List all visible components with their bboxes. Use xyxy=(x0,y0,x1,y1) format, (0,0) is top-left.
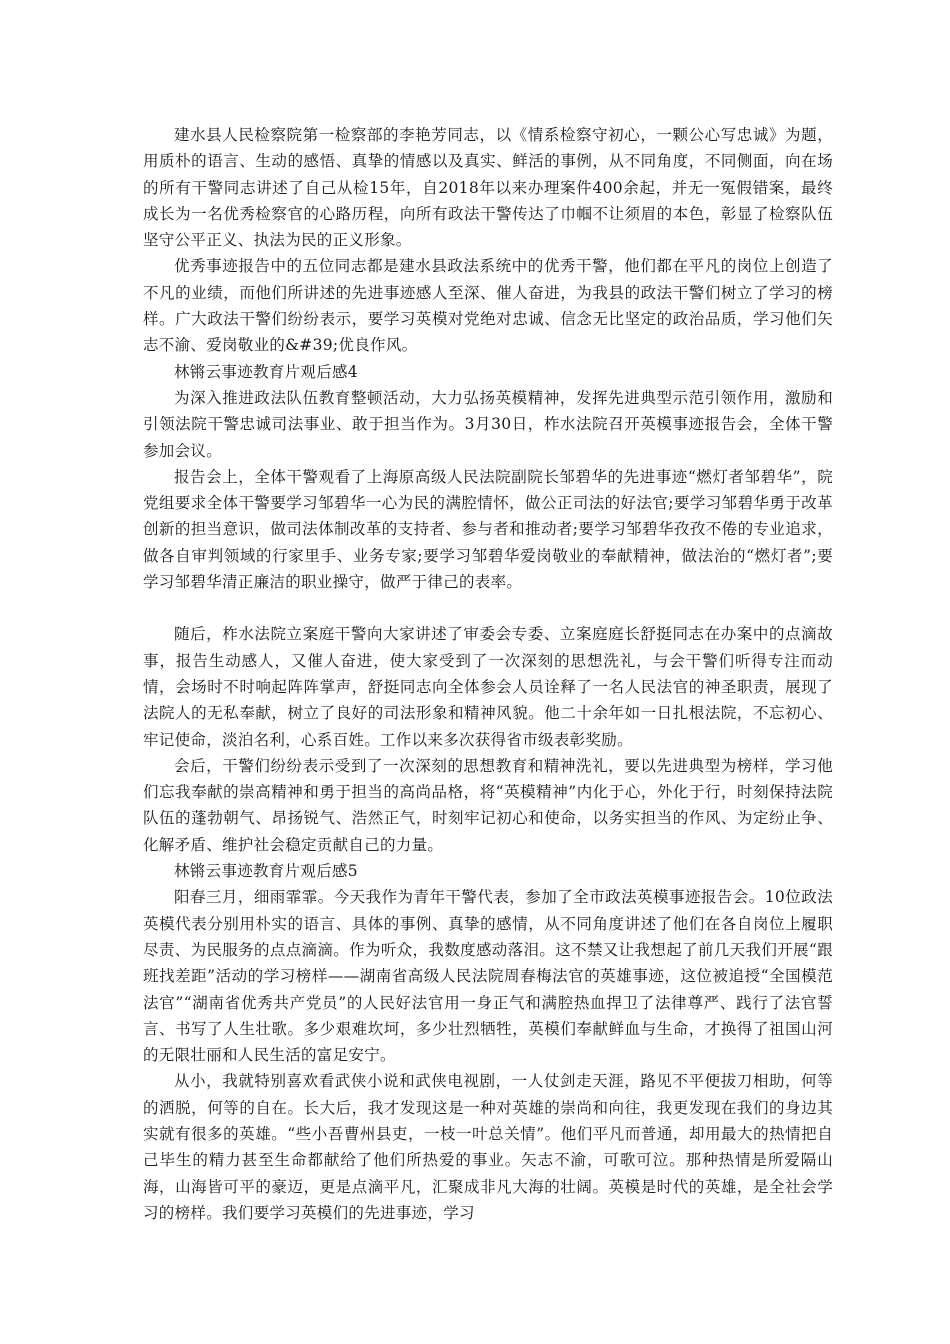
paragraph: 为深入推进政法队伍教育整顿活动，大力弘扬英模精神，发挥先进典型示范引领作用，激励和引领法院干警忠诚司法事业、敢于担当作为。3月30日，柞水法院召开英模事迹报告会，全体干警参加会议。 xyxy=(143,388,833,460)
section-heading: 林锵云事迹教育片观后感5 xyxy=(174,862,358,881)
section-heading: 林锵云事迹教育片观后感4 xyxy=(174,362,358,381)
document-body xyxy=(143,122,833,1226)
paragraph: 从小，我就特别喜欢看武侠小说和武侠电视剧，一人仗剑走天涯，路见不平便拔刀相助，何等的洒脱，何等的自在。长大后，我才发现这是一种对英雄的崇尚和向往，我更发现在我们的身边其实就有很多的英雄。“些小吾曹州县吏，一枝一叶总关情”。他们平凡而普通，却用最大的热情把自己毕生的精力甚至生命都献给了他们所热爱的事业。矢志不渝，可歌可泣。那种热情是所爱隔山海，山海皆可平的豪迈，更是点滴平凡，汇聚成非凡大海的壮阔。英模是时代的英雄，是全社会学习的榜样。我们要学习英模们的先进事迹，学习 xyxy=(143,1072,833,1222)
paragraph: 优秀事迹报告中的五位同志都是建水县政法系统中的优秀干警，他们都在平凡的岗位上创造了不凡的业绩，而他们所讲述的先进事迹感人至深、催人奋进，为我县的政法干警们树立了学习的榜样。广大政法干警们纷纷表示，要学习英模对党绝对忠诚、信念无比坚定的政治品质，学习他们矢志不渝、爱岗敬业的&#39;优良作风。 xyxy=(143,257,833,355)
paragraph: 建水县人民检察院第一检察部的李艳芳同志，以《情系检察守初心，一颗公心写忠诚》为题，用质朴的语言、生动的感悟、真挚的情感以及真实、鲜活的事例，从不同角度，不同侧面，向在场的所有干警同志讲述了自己从检15年，自2018年以来办理案件400余起，并无一冤假错案，最终成长为一名优秀检察官的心路历程，向所有政法干警传达了巾帼不让须眉的本色，彰显了检察队伍坚守公平正义、执法为民的正义形象。 xyxy=(143,126,833,250)
paragraph: 随后，柞水法院立案庭干警向大家讲述了审委会专委、立案庭庭长舒挺同志在办案中的点滴故事，报告生动感人，又催人奋进，使大家受到了一次深刻的思想洗礼，与会干警们听得专注而动情，会场时不时响起阵阵掌声，舒挺同志向全体参会人员诠释了一名人民法官的神圣职责，展现了法院人的无私奉献，树立了良好的司法形象和精神风貌。他二十余年如一日扎根法院，不忘初心、牢记使命，淡泊名利，心系百姓。工作以来多次获得省市级表彰奖励。 xyxy=(143,625,833,749)
paragraph: 报告会上，全体干警观看了上海原高级人民法院副院长邹碧华的先进事迹“燃灯者邹碧华”，院党组要求全体干警要学习邹碧华一心为民的满腔情怀，做公正司法的好法官;要学习邹碧华勇于改革创新的担当意识，做司法体制改革的支持者、参与者和推动者;要学习邹碧华孜孜不倦的专业追求，做各自审判领域的行家里手、业务专家;要学习邹碧华爱岗敬业的奉献精神，做法治的“燃灯者”;要学习邹碧华清正廉洁的职业操守，做严于律己的表率。 xyxy=(143,467,833,592)
paragraph: 阳春三月，细雨霏霏。今天我作为青年干警代表，参加了全市政法英模事迹报告会。10位政法英模代表分别用朴实的语言、具体的事例、真挚的感情，从不同角度讲述了他们在各自岗位上履职尽责、为民服务的点点滴滴。作为听众，我数度感动落泪。这不禁又让我想起了前几天我们开展“跟班找差距”活动的学习榜样——湖南省高级人民法院周春梅法官的英雄事迹，这位被追授“全国模范法官”“湖南省优秀共产党员”的人民好法官用一身正气和满腔热血捍卫了法律尊严、践行了法官誓言、书写了人生壮歌。多少艰难坎坷，多少壮烈牺牲，英模们奉献鲜血与生命，才换得了祖国山河的无限壮丽和人民生活的富足安宁。 xyxy=(143,888,833,1065)
blank-line xyxy=(143,595,833,621)
paragraph: 会后，干警们纷纷表示受到了一次深刻的思想教育和精神洗礼，要以先进典型为榜样，学习他们忘我奉献的崇高精神和勇于担当的高尚品格，将“英模精神”内化于心，外化于行，时刻保持法院队伍的蓬勃朝气、昂扬锐气、浩然正气，时刻牢记初心和使命，以务实担当的作风、为定纷止争、化解矛盾、维护社会稳定贡献自己的力量。 xyxy=(143,756,833,854)
